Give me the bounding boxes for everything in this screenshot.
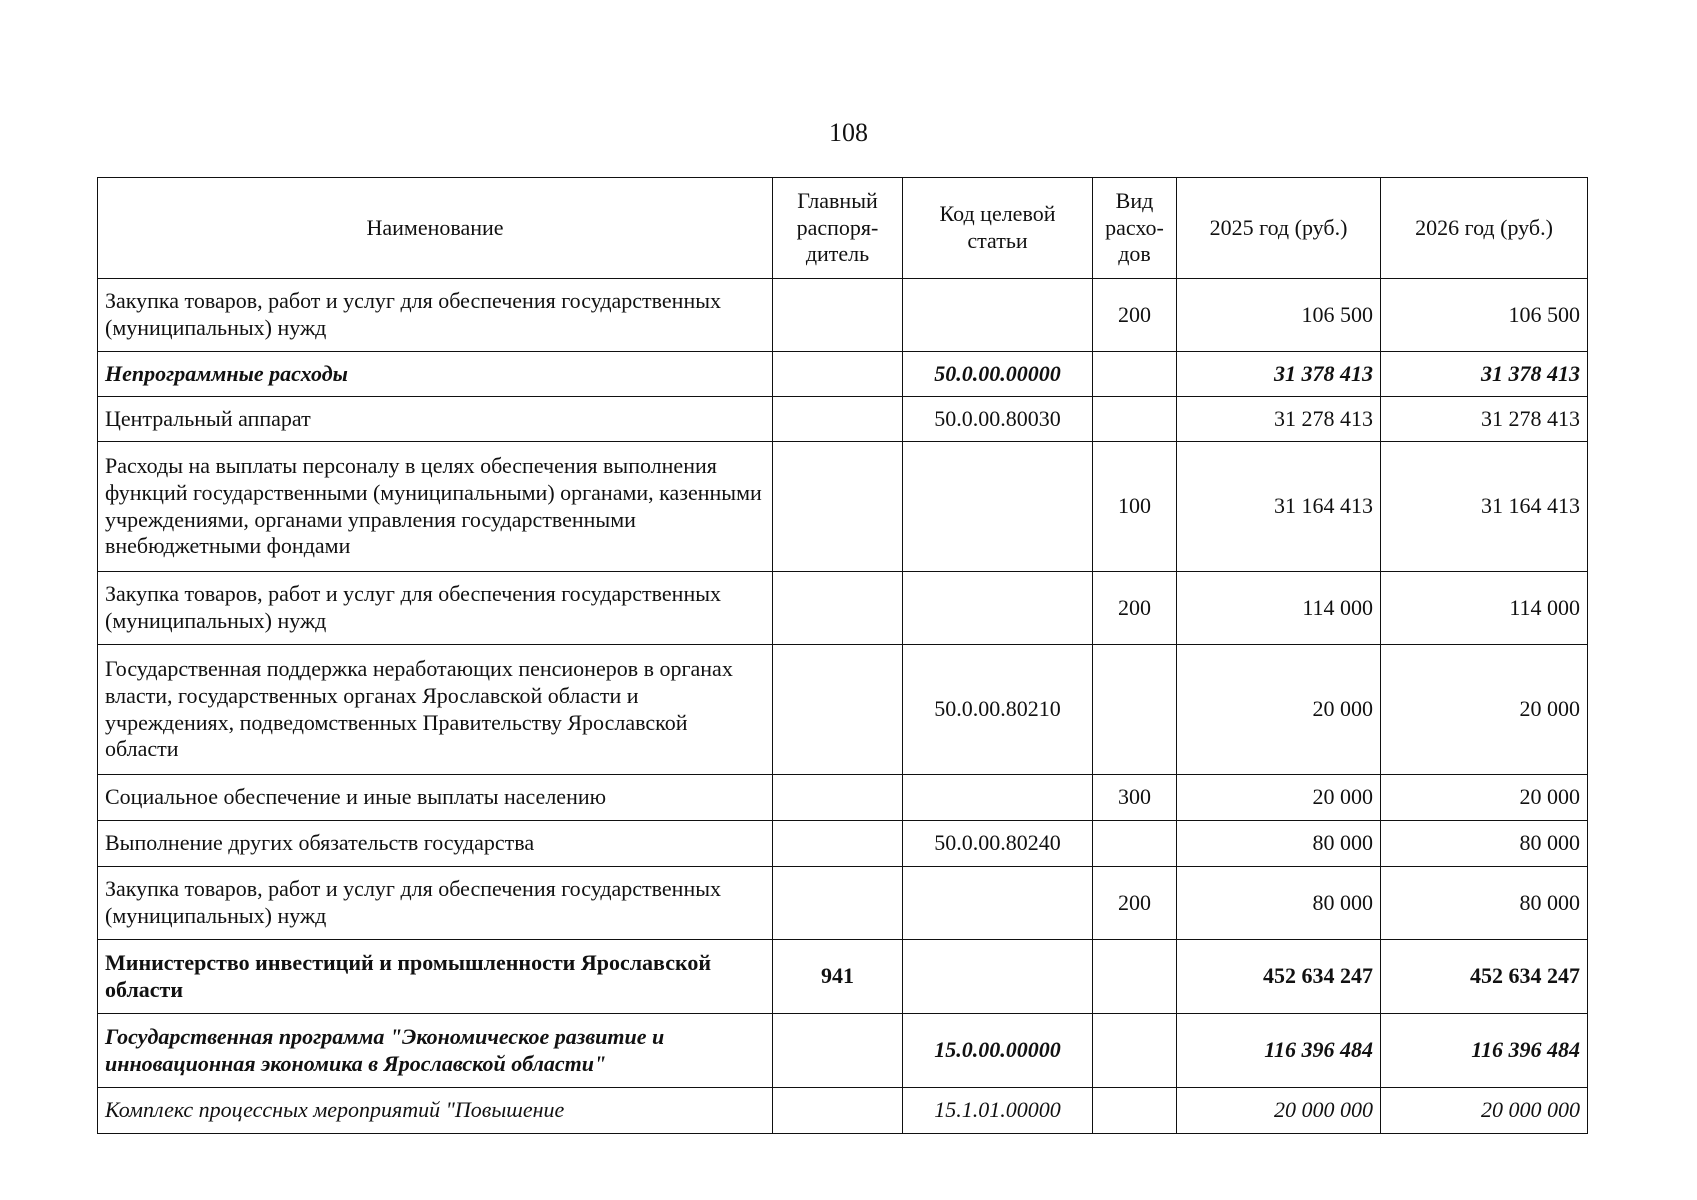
row-2026: 116 396 484 bbox=[1381, 1014, 1588, 1088]
row-2026: 20 000 000 bbox=[1381, 1088, 1588, 1134]
row-expense-type bbox=[1093, 352, 1177, 397]
row-2025: 80 000 bbox=[1177, 821, 1381, 867]
row-name: Закупка товаров, работ и услуг для обеспечения государственных (муниципальных) нужд bbox=[98, 572, 773, 645]
row-code bbox=[903, 775, 1093, 821]
table-row bbox=[98, 821, 1588, 867]
row-name: Центральный аппарат bbox=[98, 397, 773, 442]
row-2026: 20 000 bbox=[1381, 645, 1588, 775]
row-expense-type bbox=[1093, 397, 1177, 442]
row-expense-type: 200 bbox=[1093, 279, 1177, 352]
row-2025: 80 000 bbox=[1177, 867, 1381, 940]
row-2025: 31 278 413 bbox=[1177, 397, 1381, 442]
table-row bbox=[98, 279, 1588, 352]
row-code bbox=[903, 442, 1093, 572]
row-code bbox=[903, 279, 1093, 352]
row-expense-type bbox=[1093, 1014, 1177, 1088]
table-header-row bbox=[98, 178, 1588, 279]
table-row bbox=[98, 940, 1588, 1014]
page-number: 108 bbox=[829, 118, 868, 147]
row-expense-type bbox=[1093, 645, 1177, 775]
row-code: 50.0.00.80210 bbox=[903, 645, 1093, 775]
row-code: 50.0.00.80030 bbox=[903, 397, 1093, 442]
row-manager bbox=[773, 821, 903, 867]
table-row bbox=[98, 352, 1588, 397]
row-expense-type bbox=[1093, 940, 1177, 1014]
row-name: Государственная поддержка неработающих пенсионеров в органах власти, государственных органах Ярославской области и учреждениях, подведомственных Правительству Ярославской области bbox=[98, 645, 773, 775]
row-manager bbox=[773, 442, 903, 572]
table-row bbox=[98, 645, 1588, 775]
table-row bbox=[98, 442, 1588, 572]
row-manager bbox=[773, 1088, 903, 1134]
row-expense-type: 100 bbox=[1093, 442, 1177, 572]
row-2026: 31 278 413 bbox=[1381, 397, 1588, 442]
row-manager bbox=[773, 397, 903, 442]
row-manager bbox=[773, 1014, 903, 1088]
row-code bbox=[903, 572, 1093, 645]
row-expense-type: 200 bbox=[1093, 572, 1177, 645]
header-2025: 2025 год (руб.) bbox=[1177, 178, 1381, 279]
row-2026: 106 500 bbox=[1381, 279, 1588, 352]
table-row bbox=[98, 867, 1588, 940]
row-manager bbox=[773, 867, 903, 940]
row-2026: 80 000 bbox=[1381, 821, 1588, 867]
row-code bbox=[903, 940, 1093, 1014]
row-code: 15.0.00.00000 bbox=[903, 1014, 1093, 1088]
row-expense-type bbox=[1093, 1088, 1177, 1134]
budget-table bbox=[97, 177, 1588, 1134]
row-2026: 114 000 bbox=[1381, 572, 1588, 645]
row-2026: 31 378 413 bbox=[1381, 352, 1588, 397]
row-name: Комплекс процессных мероприятий "Повышение bbox=[98, 1088, 773, 1134]
row-2025: 106 500 bbox=[1177, 279, 1381, 352]
row-code: 50.0.00.00000 bbox=[903, 352, 1093, 397]
row-2025: 20 000 bbox=[1177, 645, 1381, 775]
table-row bbox=[98, 1088, 1588, 1134]
table-row bbox=[98, 775, 1588, 821]
row-expense-type bbox=[1093, 821, 1177, 867]
row-manager bbox=[773, 279, 903, 352]
row-name: Министерство инвестиций и промышленности Ярославской области bbox=[98, 940, 773, 1014]
row-code: 15.1.01.00000 bbox=[903, 1088, 1093, 1134]
row-name: Закупка товаров, работ и услуг для обеспечения государственных (муниципальных) нужд bbox=[98, 867, 773, 940]
row-2025: 20 000 bbox=[1177, 775, 1381, 821]
row-manager bbox=[773, 775, 903, 821]
row-name: Непрограммные расходы bbox=[98, 352, 773, 397]
row-name: Социальное обеспечение и иные выплаты населению bbox=[98, 775, 773, 821]
table-row bbox=[98, 572, 1588, 645]
header-code: Код целевой статьи bbox=[903, 178, 1093, 279]
row-2026: 452 634 247 bbox=[1381, 940, 1588, 1014]
row-2025: 452 634 247 bbox=[1177, 940, 1381, 1014]
row-name: Закупка товаров, работ и услуг для обеспечения государственных (муниципальных) нужд bbox=[98, 279, 773, 352]
row-code: 50.0.00.80240 bbox=[903, 821, 1093, 867]
row-manager bbox=[773, 572, 903, 645]
row-manager: 941 bbox=[773, 940, 903, 1014]
row-2025: 114 000 bbox=[1177, 572, 1381, 645]
row-2025: 116 396 484 bbox=[1177, 1014, 1381, 1088]
header-manager: Главный распоря-дитель bbox=[773, 178, 903, 279]
row-2025: 20 000 000 bbox=[1177, 1088, 1381, 1134]
row-2025: 31 164 413 bbox=[1177, 442, 1381, 572]
row-code bbox=[903, 867, 1093, 940]
row-name: Государственная программа "Экономическое развитие и инновационная экономика в Ярославской области" bbox=[98, 1014, 773, 1088]
table-row bbox=[98, 1014, 1588, 1088]
row-2026: 20 000 bbox=[1381, 775, 1588, 821]
header-expense-type: Вид расхо-дов bbox=[1093, 178, 1177, 279]
header-name: Наименование bbox=[98, 178, 773, 279]
row-2026: 80 000 bbox=[1381, 867, 1588, 940]
row-name: Расходы на выплаты персоналу в целях обеспечения выполнения функций государственными (муниципальными) органами, казенными учреждениями, органами управления государственными внебюджетными фондами bbox=[98, 442, 773, 572]
table-row bbox=[98, 397, 1588, 442]
row-2025: 31 378 413 bbox=[1177, 352, 1381, 397]
row-name: Выполнение других обязательств государства bbox=[98, 821, 773, 867]
row-expense-type: 200 bbox=[1093, 867, 1177, 940]
row-expense-type: 300 bbox=[1093, 775, 1177, 821]
row-manager bbox=[773, 645, 903, 775]
header-2026: 2026 год (руб.) bbox=[1381, 178, 1588, 279]
row-2026: 31 164 413 bbox=[1381, 442, 1588, 572]
row-manager bbox=[773, 352, 903, 397]
